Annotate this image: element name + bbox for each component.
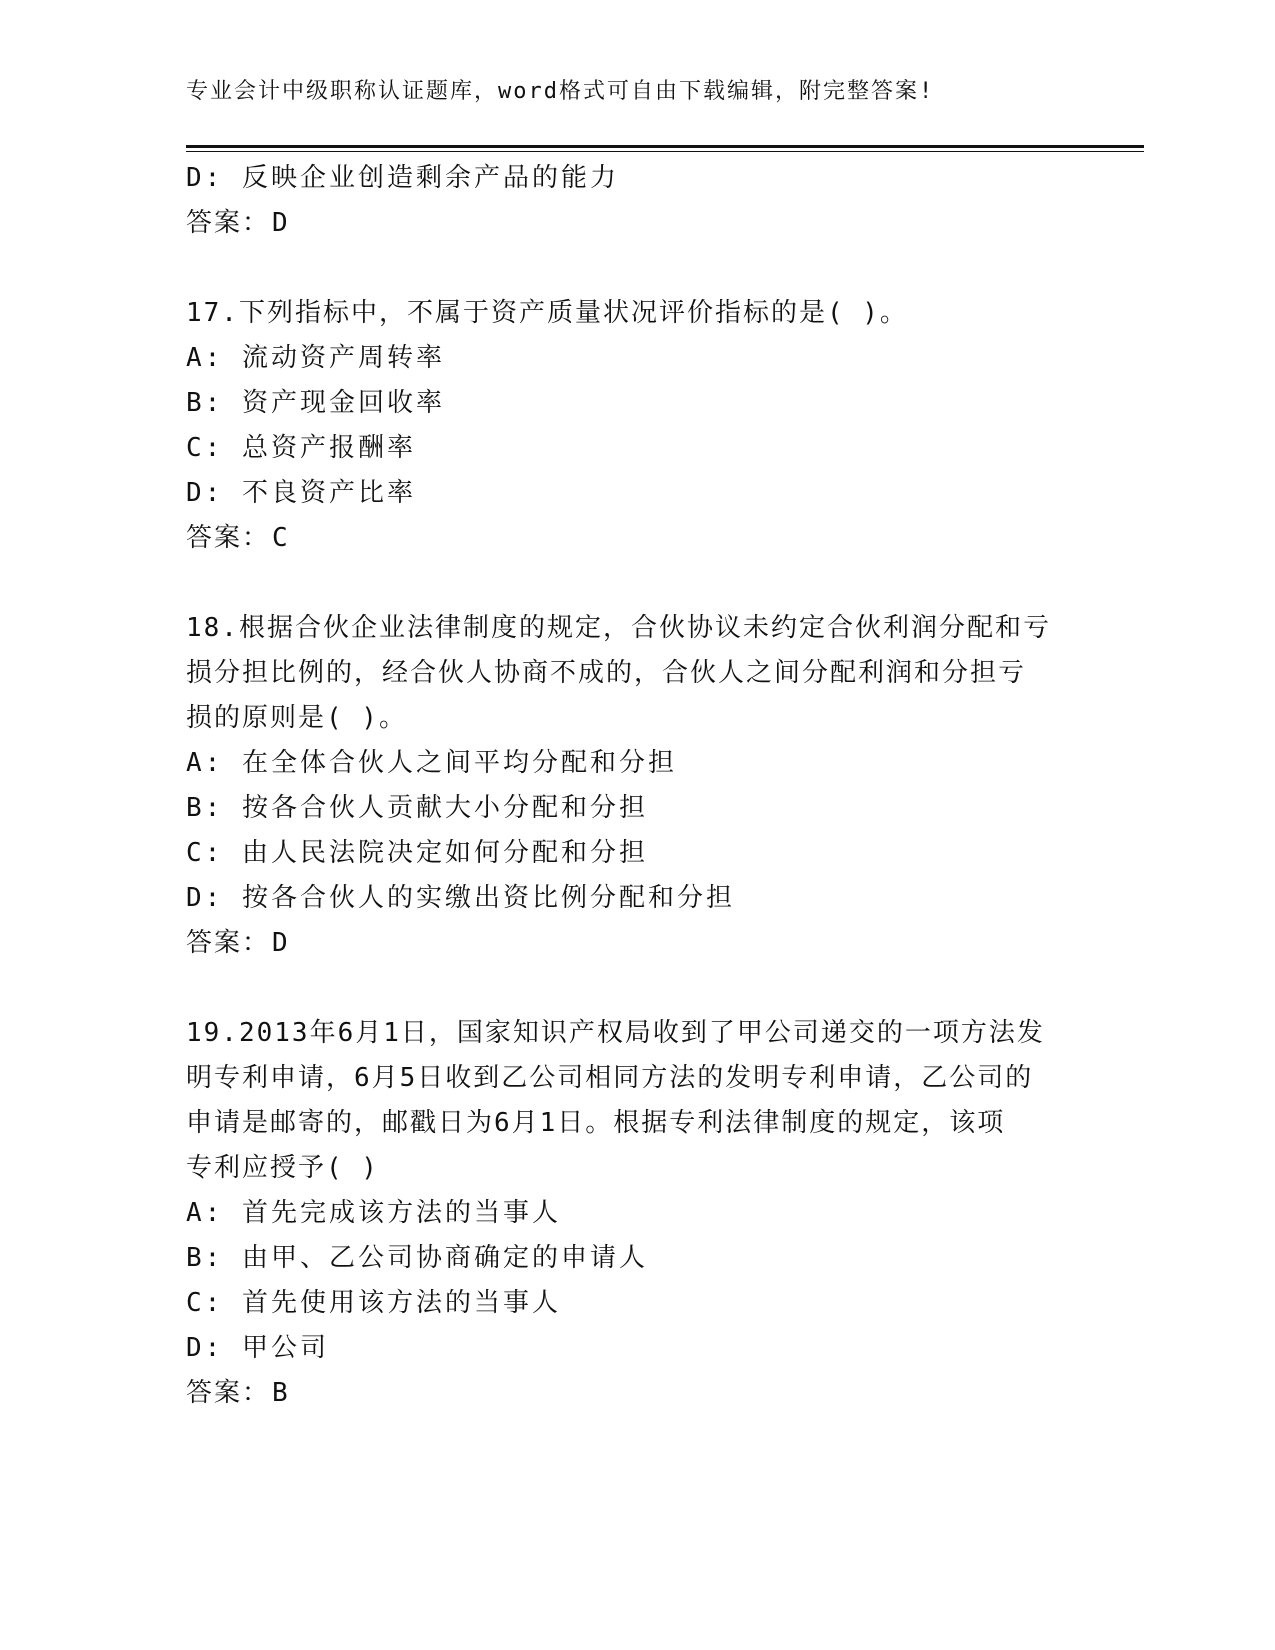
question-stem <box>186 606 1086 741</box>
header-rule-thin <box>186 151 1144 152</box>
answer-value: D <box>272 928 289 958</box>
answer-line <box>186 1371 1086 1416</box>
answer-value: C <box>272 523 289 553</box>
stem-line: 损分担比例的，经合伙人协商不成的，合伙人之间分配利润和分担亏 <box>186 658 1027 688</box>
answer-value: B <box>272 1378 289 1408</box>
question-stem <box>186 1011 1086 1191</box>
answer-line <box>186 201 1086 246</box>
answer-label: 答案： <box>186 928 271 958</box>
option-c: C: 由人民法院决定如何分配和分担 <box>186 838 648 868</box>
question-17 <box>186 291 1086 561</box>
option-b: B: 由甲、乙公司协商确定的申请人 <box>186 1243 648 1273</box>
option-a: A: 在全体合伙人之间平均分配和分担 <box>186 748 677 778</box>
option-c: C: 总资产报酬率 <box>186 433 416 463</box>
option-d: D: 反映企业创造剩余产品的能力 <box>186 163 619 193</box>
option-d: D: 按各合伙人的实缴出资比例分配和分担 <box>186 883 735 913</box>
page-header: 专业会计中级职称认证题库，word格式可自由下载编辑，附完整答案! <box>186 79 935 104</box>
option-d: D: 甲公司 <box>186 1333 329 1363</box>
continued-question <box>186 156 1086 246</box>
answer-label: 答案： <box>186 523 271 553</box>
stem-line: 明专利申请，6月5日收到乙公司相同方法的发明专利申请，乙公司的 <box>186 1063 1034 1093</box>
stem-line: 损的原则是( )。 <box>186 703 407 733</box>
option-b: B: 资产现金回收率 <box>186 388 445 418</box>
stem-line: 19.2013年6月1日，国家知识产权局收到了甲公司递交的一项方法发 <box>186 1018 1045 1048</box>
option-c: C: 首先使用该方法的当事人 <box>186 1288 561 1318</box>
stem-line: 专利应授予( ) <box>186 1153 379 1183</box>
stem-line: 申请是邮寄的，邮戳日为6月1日。根据专利法律制度的规定，该项 <box>186 1108 1006 1138</box>
stem-line: 18.根据合伙企业法律制度的规定，合伙协议未约定合伙利润分配和亏 <box>186 613 1051 643</box>
answer-label: 答案： <box>186 208 271 238</box>
stem-line: 17.下列指标中，不属于资产质量状况评价指标的是( )。 <box>186 298 908 328</box>
option-a: A: 流动资产周转率 <box>186 343 445 373</box>
question-content <box>186 156 1086 1416</box>
question-stem <box>186 291 1086 336</box>
answer-line <box>186 921 1086 966</box>
option-d: D: 不良资产比率 <box>186 478 416 508</box>
answer-line <box>186 516 1086 561</box>
answer-value: D <box>272 208 289 238</box>
option-b: B: 按各合伙人贡献大小分配和分担 <box>186 793 648 823</box>
question-19 <box>186 1011 1086 1416</box>
option-a: A: 首先完成该方法的当事人 <box>186 1198 561 1228</box>
header-rule-thick <box>186 145 1144 148</box>
question-18 <box>186 606 1086 966</box>
answer-label: 答案： <box>186 1378 271 1408</box>
